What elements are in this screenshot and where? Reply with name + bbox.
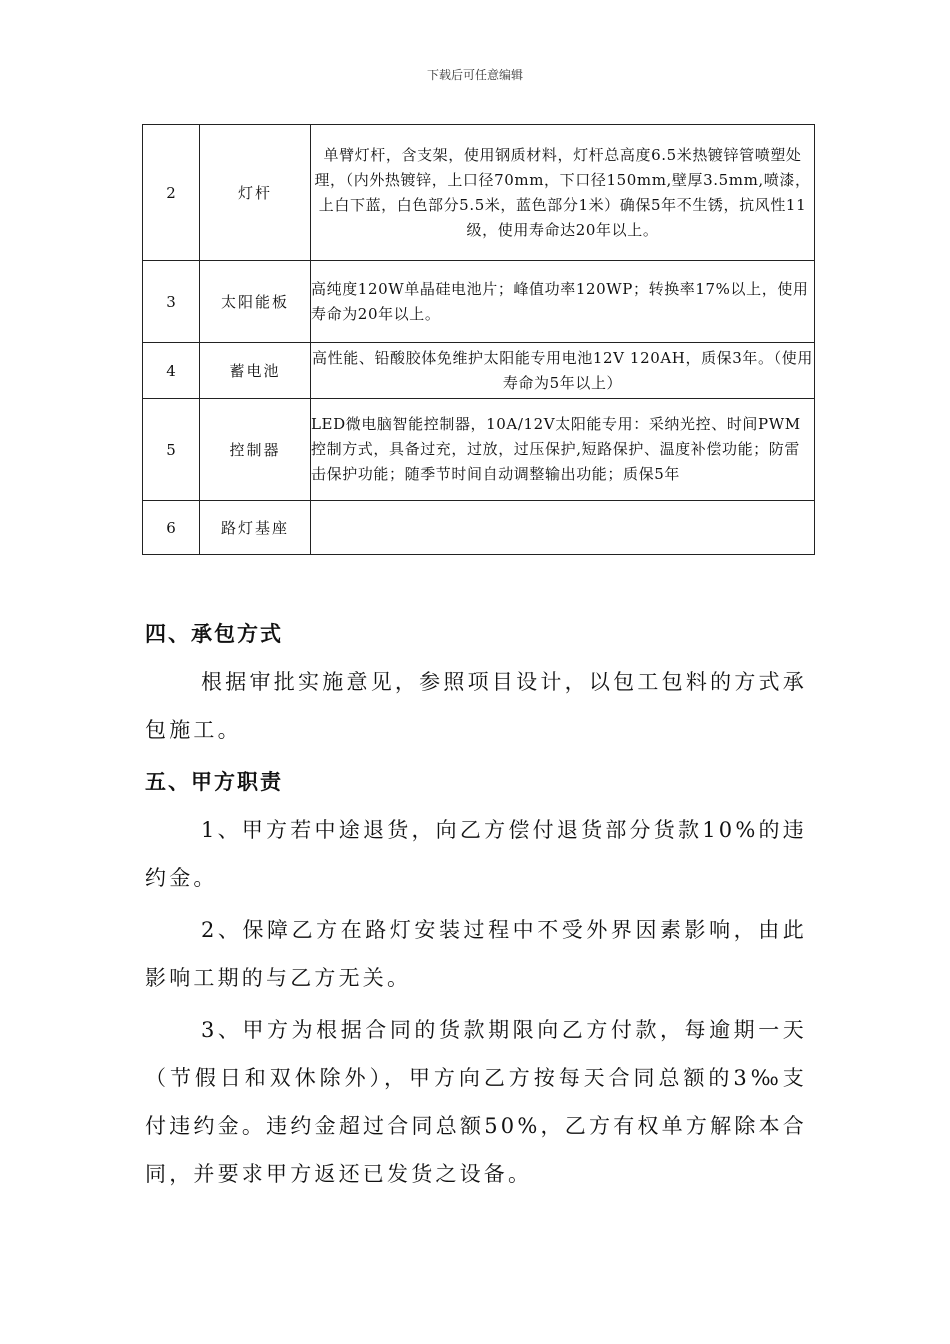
item-name: 路灯基座 (200, 501, 311, 555)
table-row (143, 399, 815, 501)
spec-table (142, 124, 815, 555)
table-row (143, 501, 815, 555)
item-name: 蓄电池 (200, 343, 311, 399)
item-name: 灯杆 (200, 125, 311, 261)
row-number: 2 (143, 125, 200, 261)
item-description: LED微电脑智能控制器，10A/12V太阳能专用：采纳光控、时间PWM控制方式，具备过充，过放，过压保护,短路保护、温度补偿功能；防雷击保护功能；随季节时间自动调整输出功能；质保5年 (311, 399, 815, 501)
section-5-item-2: 2、保障乙方在路灯安装过程中不受外界因素影响，由此影响工期的与乙方无关。 (145, 918, 807, 990)
table-row (143, 125, 815, 261)
item-name: 控制器 (200, 399, 311, 501)
row-number: 5 (143, 399, 200, 501)
section-5-item-3: 3、甲方为根据合同的货款期限向乙方付款，每逾期一天（节假日和双休除外），甲方向乙方按每天合同总额的3‰支付违约金。违约金超过合同总额50%，乙方有权单方解除本合同，并要求甲方返还已发货之设备。 (145, 1018, 807, 1186)
table-row (143, 343, 815, 399)
item-description: 高性能、铅酸胶体免维护太阳能专用电池12V 120AH，质保3年。（使用寿命为5年以上） (311, 343, 815, 399)
page-header: 下载后可任意编辑 (426, 68, 523, 82)
row-number: 3 (143, 261, 200, 343)
row-number: 4 (143, 343, 200, 399)
section-5-title: 五、甲方职责 (145, 769, 283, 794)
row-number: 6 (143, 501, 200, 555)
item-description: 单臂灯杆，含支架，使用钢质材料，灯杆总高度6.5米热镀锌管喷塑处理，（内外热镀锌，上口径70mm，下口径150mm,壁厚3.5mm,喷漆，上白下蓝，白色部分5.5米，蓝色部分1米）确保5年不生锈，抗风性11级，使用寿命达20年以上。 (311, 125, 815, 261)
table-row (143, 261, 815, 343)
section-5-item-1: 1、甲方若中途退货，向乙方偿付退货部分货款10%的违约金。 (145, 818, 807, 890)
item-name: 太阳能板 (200, 261, 311, 343)
item-description: 高纯度120W单晶硅电池片；峰值功率120WP；转换率17%以上，使用寿命为20年以上。 (311, 261, 815, 343)
section-4-title: 四、承包方式 (145, 621, 283, 646)
item-description (311, 501, 815, 555)
section-4-paragraph: 根据审批实施意见，参照项目设计，以包工包料的方式承包施工。 (145, 670, 807, 742)
